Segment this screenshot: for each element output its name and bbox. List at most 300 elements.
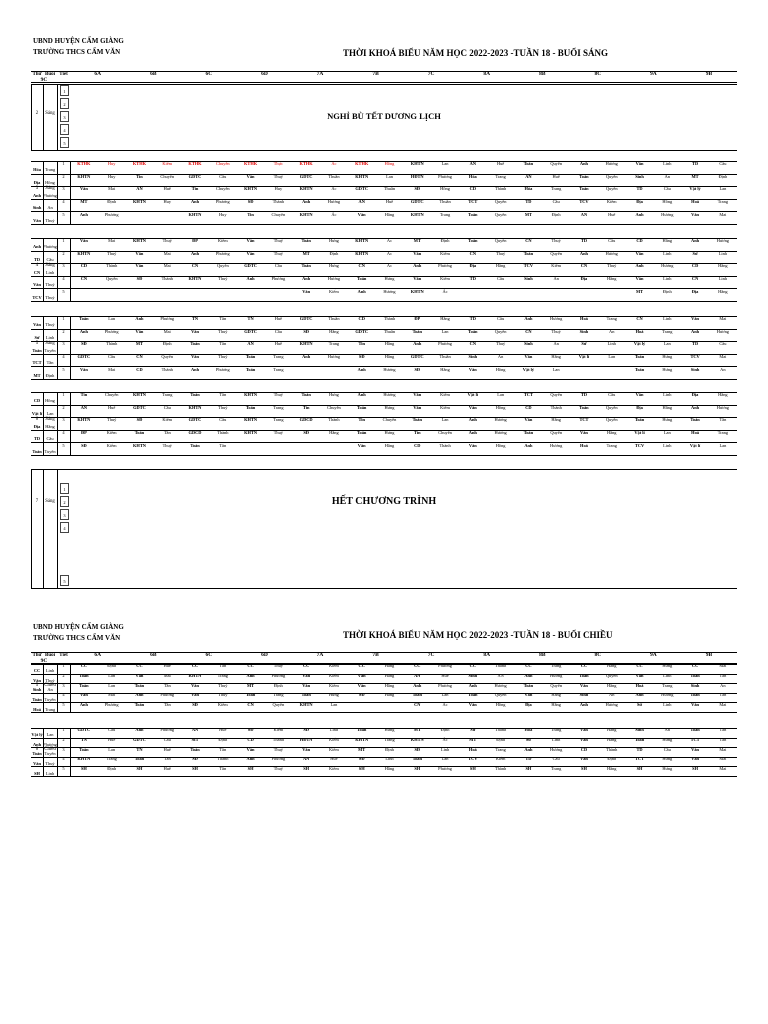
subject-cell: Văn [357,211,366,217]
teacher-cell: Hưng [384,275,395,281]
subject-cell: Địa [469,263,477,269]
teacher-cell: Hưng [384,429,395,435]
subject-cell: MT [191,737,199,742]
teacher-cell: Ác [442,737,448,742]
period-box: 2 [60,496,69,507]
teacher-cell: Kiểm [329,746,339,752]
subject-cell: Văn [79,366,88,372]
subject-cell: MT [302,250,310,256]
subject-cell: MT [469,737,477,742]
teacher-cell: Linh [663,161,672,167]
subject-cell: Toán [79,746,89,752]
subject-cell: CC [525,663,532,669]
teacher-cell: Thuần [328,173,340,179]
subject-cell: Toán [690,417,700,423]
teacher-cell: Lan [552,366,560,372]
teacher-cell: An [664,173,670,179]
subject-cell: Văn [524,692,533,698]
subject-cell: CN [414,701,421,707]
subject-cell: Văn [580,756,588,762]
teacher-cell: Thuý [273,663,283,669]
rule-line [31,664,737,665]
teacher-cell: Phương [43,244,57,250]
subject-cell: Văn [79,238,88,244]
teacher-cell: Mai [719,701,727,707]
subject-cell: TD [692,161,699,167]
subject-cell: SĐ [247,727,254,733]
subject-cell: Văn [33,761,41,766]
teacher-cell: Kiểm [440,250,450,256]
subject-cell: TCV [523,263,534,269]
period-number: 1 [62,238,65,244]
teacher-cell: Phương [438,682,452,688]
period-number: 1 [62,663,65,669]
subject-cell: TN [80,737,87,742]
subject-cell: TCT [468,198,478,204]
subject-cell: Văn [33,677,41,683]
col-class-7A: 7A [316,652,324,658]
teacher-cell: Định [718,173,728,179]
col-thu: Thứ [32,71,42,77]
subject-cell: Toán [634,417,645,423]
subject-cell: Văn [33,217,41,223]
period-box: 5 [60,575,69,586]
subject-cell: SĐ [358,353,365,359]
teacher-cell: Hồng [662,198,673,204]
rule-line [31,161,737,162]
subject-cell: CC [691,663,699,669]
subject-cell: SĐ [303,429,309,435]
subject-cell: Tin [191,186,199,192]
teacher-cell: Cầu [108,727,116,733]
subject-cell: Toán [412,417,422,423]
teacher-cell: Thành [106,341,118,347]
teacher-cell: Thuần [328,316,340,322]
district-name-2: UBND HUYỆN CẨM GIÀNG [33,623,124,631]
teacher-cell: Chuyên [104,392,119,398]
teacher-cell: Chuyên [215,186,230,192]
teacher-cell: Phương [438,663,452,669]
subject-cell: Toán [32,347,42,353]
teacher-cell: Thuý [273,238,283,244]
teacher-cell: Hằng [606,737,617,742]
teacher-cell: Lan [386,173,393,179]
teacher-cell: Định [107,765,117,771]
teacher-cell: Quyên [605,173,618,179]
subject-cell: SĐ [303,328,309,334]
teacher-cell: Thực [273,161,283,167]
teacher-cell: Hương [494,417,507,423]
subject-cell: Văn [302,746,311,752]
subject-cell: KHTN [188,211,202,217]
subject-cell: CC [33,668,41,674]
subject-cell: Tin [136,173,143,179]
subject-cell: Văn [468,404,477,410]
subject-cell: TD [469,275,476,281]
subject-cell: ĐP [80,429,87,435]
subject-cell: SH [34,770,40,776]
subject-cell: ĐP [192,238,198,244]
subject-cell: Văn [691,701,699,707]
subject-cell: Anh [524,442,533,448]
subject-cell: KHTN [77,250,91,256]
teacher-cell: Linh [663,392,672,398]
end-notice: HẾT CHƯƠNG TRÌNH [331,496,437,507]
teacher-cell: Huế [163,746,171,752]
teacher-cell: Cầu [163,404,171,410]
subject-cell: Anh [468,682,477,688]
subject-cell: KHTN [355,238,369,244]
teacher-cell: Kiểm [551,263,562,269]
teacher-cell: Lan [108,673,116,678]
teacher-cell: Huy [107,161,116,167]
subject-cell: Toán [579,404,589,410]
subject-cell: Toán [32,448,42,454]
period-number: 1 [62,727,65,733]
teacher-cell: Hồng [495,404,506,410]
teacher-cell: Phương [271,275,286,281]
subject-cell: Toán [690,727,700,733]
period-number: 5 [62,366,65,372]
subject-cell: Anh [524,673,533,678]
subject-cell: CD [691,263,699,269]
teacher-cell: Trang [551,765,562,771]
teacher-cell: Ác [442,288,448,294]
teacher-cell: Quyên [605,417,618,423]
teacher-cell: Huế [385,198,394,204]
column-rule [57,728,58,776]
subject-cell: KHTN [132,442,146,448]
subject-cell: Sinh [579,692,589,698]
subject-cell: Anh [691,328,700,334]
teacher-cell: Quyên [605,186,618,192]
subject-cell: Anh [524,746,533,752]
teacher-cell: Ác [386,238,393,244]
subject-cell: SĐ [81,341,87,347]
subject-cell: TCT [32,360,42,366]
teacher-cell: Linh [718,250,727,256]
subject-cell: Toán [412,692,422,698]
teacher-cell: Hương [550,442,563,448]
teacher-cell: Tần [219,341,227,347]
subject-cell: Văn [580,737,588,742]
teacher-cell: Lan [108,746,116,752]
day-number: 4 [35,263,39,269]
session-label: Sáng [45,417,55,423]
subject-cell: KHTN [299,186,313,192]
teacher-cell: Ác [331,161,337,167]
subject-cell: Vật lý [689,186,701,192]
subject-cell: Anh [190,366,200,372]
teacher-cell: Linh [385,756,394,762]
teacher-cell: Kiểm [606,198,617,204]
subject-cell: SĐ [192,756,198,762]
subject-cell: Anh [135,727,144,733]
teacher-cell: An [47,205,53,211]
teacher-cell: Hương [494,429,507,435]
subject-cell: SH [414,765,421,771]
subject-cell: KHTN [299,341,313,347]
teacher-cell: Thuý [273,392,283,398]
subject-cell: TCV [690,353,700,359]
period-number: 5 [62,701,65,707]
subject-cell: Sử [692,250,698,256]
subject-cell: Anh [32,244,42,250]
rule-line [31,652,737,653]
teacher-cell: Lan [46,411,54,417]
subject-cell: CN [636,316,643,322]
subject-cell: Địa [525,701,532,707]
teacher-cell: Hưng [384,404,395,410]
teacher-cell: Thành [495,663,507,669]
teacher-cell: Lan [441,328,449,334]
teacher-cell: Tần [163,682,171,688]
subject-cell: Anh [357,366,366,372]
teacher-cell: Thuý [218,328,228,334]
subject-cell: TN [191,316,199,322]
subject-cell: GDTC [77,727,91,733]
subject-cell: Vật lí [634,429,645,435]
teacher-cell: Hằng [384,673,395,678]
teacher-cell: Kiểm [217,701,228,707]
holiday-notice: NGHỈ BÙ TẾT DƯƠNG LỊCH [327,111,441,121]
teacher-cell: Thành [161,366,173,372]
teacher-cell: Huế [274,341,283,347]
teacher-cell: Định [45,372,55,378]
subject-cell: KHTN [355,250,369,256]
teacher-cell: Thuý [273,429,283,435]
teacher-cell: Linh [552,737,561,742]
col-class-6B: 6B [150,652,157,658]
subject-cell: Toán [579,673,589,678]
col-class-8B: 8B [539,71,546,77]
subject-cell: KHTN [132,238,146,244]
teacher-cell: Trang [273,692,284,698]
teacher-cell: Quyên [105,275,118,281]
teacher-cell: Trang [44,167,56,173]
subject-cell: KHTN [244,429,258,435]
col-class-9C: 9C [40,77,48,83]
teacher-cell: Linh [45,335,55,341]
teacher-cell: Lan [719,186,727,192]
subject-cell: Văn [524,417,533,423]
subject-cell: CN [136,353,143,359]
subject-cell: Địa [33,180,41,186]
period-number: 5 [62,288,65,294]
teacher-cell: Hằng [384,692,395,698]
rule-line [31,776,737,777]
teacher-cell: Lan [330,701,338,707]
session-label: Sáng [45,263,55,269]
teacher-cell: Hương [550,673,563,678]
teacher-cell: Huy [107,173,116,179]
subject-cell: GDTC [133,737,146,742]
col-tiet: Tiết [59,652,68,658]
session-label: Sáng [45,341,55,347]
teacher-cell: Hằng [495,263,506,269]
teacher-cell: An [609,692,615,698]
subject-cell: MT [413,238,421,244]
subject-cell: Địa [636,404,643,410]
teacher-cell: Hưng [662,737,673,742]
teacher-cell: Thuỷ [45,217,55,223]
subject-cell: Toán [190,746,200,752]
teacher-cell: Thuý [273,746,283,752]
subject-cell: Văn [580,682,588,688]
teacher-cell: Kiểm [273,727,284,733]
subject-cell: TCV [32,294,42,300]
teacher-cell: Lan [719,442,727,448]
teacher-cell: Tần [219,663,227,669]
teacher-cell: Lan [46,732,54,738]
subject-cell: Vật lý [522,366,535,372]
subject-cell: Sinh [524,275,533,281]
teacher-cell: Hằng [440,316,450,322]
teacher-cell: Hằng [551,417,561,423]
subject-cell: Văn [135,263,144,269]
teacher-cell: Phương [160,692,175,698]
teacher-cell: Linh [440,746,450,752]
teacher-cell: Trang [717,198,729,204]
subject-cell: Hoá [691,198,699,204]
day-number: 3 [35,186,39,192]
teacher-cell: Phương [271,756,286,762]
subject-cell: KHTN [188,404,202,410]
col-class-8A: 8A [483,71,491,77]
subject-cell: MT [413,727,421,733]
col-thu: Thứ [32,652,42,658]
subject-cell: SĐ [414,746,421,752]
subject-cell: Hóa [524,186,533,192]
teacher-cell: Tần [219,442,227,448]
subject-cell: Toán [134,756,145,762]
teacher-cell: Cầu [46,436,54,442]
teacher-cell: Hằng [384,341,395,347]
subject-cell: Anh [357,288,366,294]
subject-cell: Văn [79,186,88,192]
rule-line [31,469,737,470]
teacher-cell: Quyên [605,673,618,678]
teacher-cell: Lan [441,161,449,167]
subject-cell: CD [33,398,41,404]
subject-cell: Toán [523,250,534,256]
teacher-cell: Quyên [550,161,563,167]
teacher-cell: Quyên [550,682,563,688]
teacher-cell: Huế [219,727,227,733]
subject-cell: TCT [579,417,589,423]
teacher-cell: Thuý [107,417,117,423]
teacher-cell: Quyên [161,353,174,359]
subject-cell: GDCD [299,417,313,423]
subject-cell: CN [525,238,532,244]
subject-cell: AN [302,756,310,762]
subject-cell: Toán [523,161,534,167]
subject-cell: Toán [412,328,422,334]
teacher-cell: Thành [439,442,451,448]
teacher-cell: Thuần [383,186,396,192]
teacher-cell: An [720,682,726,688]
teacher-cell: Cầu [552,756,560,762]
teacher-cell: Hằng [384,211,395,217]
column-rule [43,316,44,379]
subject-cell: KHTN [410,161,424,167]
period-number: 3 [62,682,65,688]
subject-cell: Văn [635,673,644,678]
teacher-cell: Hằng [551,353,561,359]
subject-cell: SH [192,765,198,771]
subject-cell: Anh [579,250,588,256]
teacher-cell: Huy [219,211,227,217]
teacher-cell: Kiểm [440,404,450,410]
teacher-cell: Chuyên [271,211,286,217]
subject-cell: Văn [357,673,366,678]
subject-cell: Văn [468,366,477,372]
subject-cell: Hoá [635,328,644,334]
subject-cell: Toán [468,692,478,698]
teacher-cell: Mai [719,316,727,322]
subject-cell: Sử [525,737,531,742]
period-number: 5 [62,442,65,448]
col-class-6D: 6D [261,652,268,658]
teacher-cell: Phương [104,701,119,707]
teacher-cell: Thuỷ [551,238,561,244]
subject-cell: TD [33,436,41,442]
subject-cell: KHTN [77,756,91,762]
teacher-cell: Phương [160,727,175,733]
rule-line [31,588,737,589]
subject-cell: Toán [301,692,311,698]
teacher-cell: Hồng [440,186,450,192]
teacher-cell: Cầu [663,746,671,752]
teacher-cell: Định [551,211,561,217]
subject-cell: CN [525,328,532,334]
teacher-cell: Hương [716,328,729,334]
rule-line [31,728,737,729]
subject-cell: Tin [80,392,88,398]
subject-cell: TN [247,316,254,322]
teacher-cell: Cầu [219,173,227,179]
teacher-cell: Trang [273,404,284,410]
teacher-cell: Định [162,341,172,347]
teacher-cell: Linh [663,701,672,707]
teacher-cell: Thuý [273,173,283,179]
teacher-cell: Tần [719,727,727,733]
teacher-cell: An [553,341,559,347]
subject-cell: CN [247,701,254,707]
teacher-cell: AN [497,673,504,678]
subject-cell: Toán [79,316,89,322]
subject-cell: MT [247,682,255,688]
subject-cell: GDTC [188,417,202,423]
subject-cell: TCV [579,198,589,204]
period-number: 2 [62,328,65,334]
subject-cell: GDTC [410,353,424,359]
day-number: 7 [35,499,39,504]
session-label: Chiều [44,747,56,753]
col-class-7A: 7A [316,71,324,77]
teacher-cell: Hằng [606,275,617,281]
subject-cell: Văn [357,682,366,688]
subject-cell: KHTN [355,173,369,179]
teacher-cell: Phương [160,316,175,322]
teacher-cell: Hằng [606,429,617,435]
teacher-cell: Hằng [662,238,673,244]
teacher-cell: Cầu [108,353,116,359]
col-class-7C: 7C [427,71,435,77]
subject-cell: Vật lý [633,341,646,347]
teacher-cell: Hồng [384,161,395,167]
teacher-cell: Lan [441,692,449,698]
